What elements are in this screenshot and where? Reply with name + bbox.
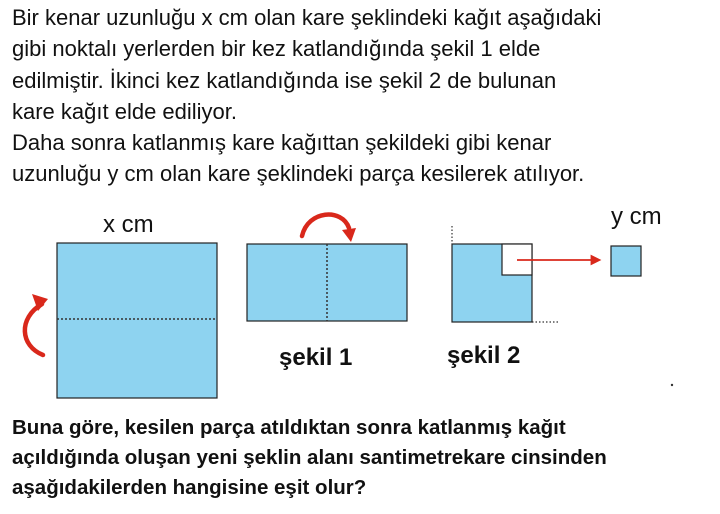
problem-line: Bir kenar uzunluğu x cm olan kare şeklindeki kağıt aşağıdaki (12, 5, 602, 30)
problem-line: Daha sonra katlanmış kare kağıttan şekildeki gibi kenar (12, 130, 552, 156)
problem-line: edilmiştir. İkinci kez katlandığında ise şekil 2 de bulunan (12, 67, 557, 93)
removed-piece-square (611, 246, 641, 276)
stray-dot (671, 384, 673, 386)
caption-sekil-1: şekil 1 (279, 344, 353, 371)
problem-line: gibi noktalı yerlerden bir kez katlandığında şekil 1 elde (12, 36, 541, 62)
question-text (12, 413, 712, 503)
question-line: Buna göre, kesilen parça atıldıktan sonra katlanmış kağıt (12, 416, 566, 439)
caption-sekil-2: şekil 2 (447, 342, 521, 369)
side-label-y: y cm (611, 203, 662, 230)
fold-over-arrowhead-icon (342, 228, 356, 242)
question-line: açıldığında oluşan yeni şeklin alanı santimetrekare cinsinden (12, 446, 607, 469)
question-line: aşağıdakilerden hangisine eşit olur? (12, 476, 367, 499)
problem-line: uzunluğu y cm olan kare şeklindeki parça kesilerek atılıyor. (12, 161, 585, 187)
fold-up-arrow-icon (25, 304, 43, 355)
problem-line: kare kağıt elde ediliyor. (12, 98, 238, 124)
fold-over-arrow-icon (302, 215, 349, 236)
side-label-x: x cm (103, 211, 154, 238)
original-square (57, 243, 217, 398)
